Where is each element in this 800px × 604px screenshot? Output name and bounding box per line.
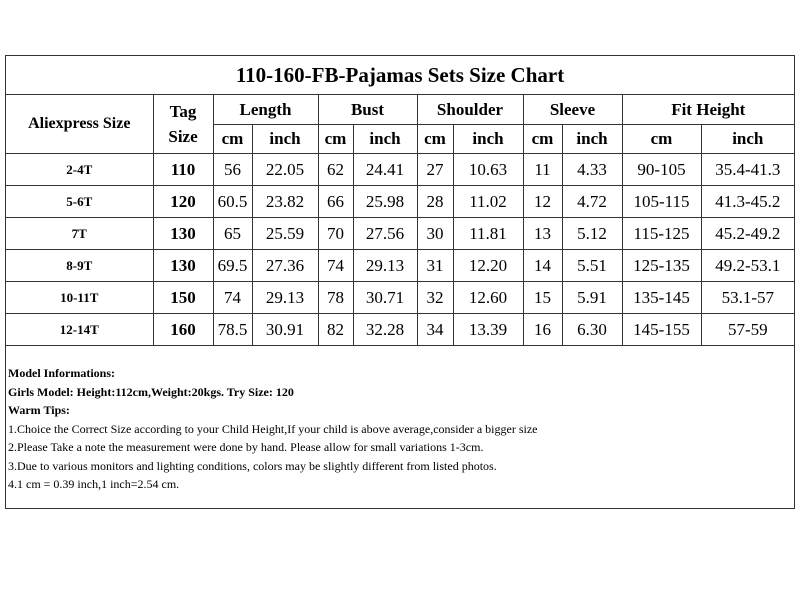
tip-1: 1.Choice the Correct Size according to your Child Height,If your child is above average,consider a bigger size bbox=[8, 421, 538, 436]
measurement-cell: 15 bbox=[523, 282, 562, 314]
measurement-cell: 66 bbox=[318, 186, 353, 218]
measurement-cell: 105-115 bbox=[622, 186, 701, 218]
measurement-cell: 115-125 bbox=[622, 218, 701, 250]
measurement-cell: 4.72 bbox=[562, 186, 622, 218]
measurement-cell: 135-145 bbox=[622, 282, 701, 314]
measurement-cell: 56 bbox=[213, 154, 252, 186]
measurement-cell: 12.20 bbox=[453, 250, 523, 282]
tag-size-cell: 150 bbox=[153, 282, 213, 314]
header-shoulder: Shoulder bbox=[417, 95, 523, 125]
measurement-cell: 35.4-41.3 bbox=[701, 154, 794, 186]
header-tag-line1: Tag bbox=[169, 102, 197, 121]
unit-header: cm bbox=[622, 125, 701, 154]
tag-size-cell: 130 bbox=[153, 250, 213, 282]
measurement-cell: 11.02 bbox=[453, 186, 523, 218]
table-row bbox=[6, 314, 794, 346]
header-tag-size bbox=[153, 95, 213, 154]
table-row bbox=[6, 250, 794, 282]
header-length: Length bbox=[213, 95, 318, 125]
measurement-cell: 53.1-57 bbox=[701, 282, 794, 314]
measurement-cell: 82 bbox=[318, 314, 353, 346]
unit-header: inch bbox=[252, 125, 318, 154]
tag-size-cell: 110 bbox=[153, 154, 213, 186]
tag-size-cell: 120 bbox=[153, 186, 213, 218]
notes-section bbox=[8, 364, 792, 494]
header-aliexpress-size: Aliexpress Size bbox=[6, 95, 153, 154]
chart-title: 110-160-FB-Pajamas Sets Size Chart bbox=[6, 56, 794, 95]
measurement-cell: 13.39 bbox=[453, 314, 523, 346]
measurement-cell: 5.51 bbox=[562, 250, 622, 282]
measurement-cell: 27.56 bbox=[353, 218, 417, 250]
unit-header: inch bbox=[701, 125, 794, 154]
measurement-cell: 23.82 bbox=[252, 186, 318, 218]
size-cell: 5-6T bbox=[6, 186, 153, 218]
unit-header: inch bbox=[453, 125, 523, 154]
measurement-cell: 60.5 bbox=[213, 186, 252, 218]
measurement-cell: 27.36 bbox=[252, 250, 318, 282]
measurement-cell: 30.91 bbox=[252, 314, 318, 346]
measurement-cell: 6.30 bbox=[562, 314, 622, 346]
unit-header: inch bbox=[353, 125, 417, 154]
tip-4: 4.1 cm = 0.39 inch,1 inch=2.54 cm. bbox=[8, 477, 180, 491]
size-cell: 10-11T bbox=[6, 282, 153, 314]
measurement-cell: 125-135 bbox=[622, 250, 701, 282]
measurement-cell: 27 bbox=[417, 154, 453, 186]
measurement-cell: 5.12 bbox=[562, 218, 622, 250]
measurement-cell: 28 bbox=[417, 186, 453, 218]
size-chart-table bbox=[6, 56, 794, 346]
measurement-cell: 78 bbox=[318, 282, 353, 314]
table-row bbox=[6, 154, 794, 186]
measurement-cell: 5.91 bbox=[562, 282, 622, 314]
measurement-cell: 11 bbox=[523, 154, 562, 186]
measurement-cell: 12 bbox=[523, 186, 562, 218]
measurement-cell: 69.5 bbox=[213, 250, 252, 282]
measurement-cell: 65 bbox=[213, 218, 252, 250]
measurement-cell: 29.13 bbox=[353, 250, 417, 282]
measurement-cell: 10.63 bbox=[453, 154, 523, 186]
measurement-cell: 78.5 bbox=[213, 314, 252, 346]
measurement-cell: 90-105 bbox=[622, 154, 701, 186]
table-row bbox=[6, 186, 794, 218]
measurement-cell: 145-155 bbox=[622, 314, 701, 346]
model-info: Girls Model: Height:112cm,Weight:20kgs. Try Size: 120 bbox=[8, 384, 294, 399]
warm-tips-heading: Warm Tips: bbox=[8, 403, 70, 417]
table-row bbox=[6, 218, 794, 250]
measurement-cell: 30 bbox=[417, 218, 453, 250]
measurement-cell: 25.59 bbox=[252, 218, 318, 250]
measurement-cell: 11.81 bbox=[453, 218, 523, 250]
measurement-cell: 12.60 bbox=[453, 282, 523, 314]
measurement-cell: 70 bbox=[318, 218, 353, 250]
measurement-cell: 57-59 bbox=[701, 314, 794, 346]
size-cell: 8-9T bbox=[6, 250, 153, 282]
unit-header: cm bbox=[523, 125, 562, 154]
measurement-cell: 24.41 bbox=[353, 154, 417, 186]
measurement-cell: 34 bbox=[417, 314, 453, 346]
measurement-cell: 41.3-45.2 bbox=[701, 186, 794, 218]
measurement-cell: 16 bbox=[523, 314, 562, 346]
unit-header: inch bbox=[562, 125, 622, 154]
measurement-cell: 74 bbox=[213, 282, 252, 314]
size-cell: 2-4T bbox=[6, 154, 153, 186]
header-sleeve: Sleeve bbox=[523, 95, 622, 125]
measurement-cell: 62 bbox=[318, 154, 353, 186]
unit-header: cm bbox=[417, 125, 453, 154]
unit-header: cm bbox=[318, 125, 353, 154]
measurement-cell: 45.2-49.2 bbox=[701, 218, 794, 250]
tag-size-cell: 130 bbox=[153, 218, 213, 250]
measurement-cell: 13 bbox=[523, 218, 562, 250]
tip-3: 3.Due to various monitors and lighting conditions, colors may be slightly different from listed photos. bbox=[8, 458, 497, 473]
size-chart-sheet bbox=[5, 55, 795, 509]
measurement-cell: 31 bbox=[417, 250, 453, 282]
measurement-cell: 30.71 bbox=[353, 282, 417, 314]
measurement-cell: 49.2-53.1 bbox=[701, 250, 794, 282]
measurement-cell: 22.05 bbox=[252, 154, 318, 186]
measurement-cell: 4.33 bbox=[562, 154, 622, 186]
measurement-cell: 14 bbox=[523, 250, 562, 282]
measurement-cell: 32 bbox=[417, 282, 453, 314]
measurement-cell: 29.13 bbox=[252, 282, 318, 314]
size-cell: 12-14T bbox=[6, 314, 153, 346]
measurement-cell: 25.98 bbox=[353, 186, 417, 218]
size-cell: 7T bbox=[6, 218, 153, 250]
header-fit-height: Fit Height bbox=[622, 95, 794, 125]
tag-size-cell: 160 bbox=[153, 314, 213, 346]
tip-2: 2.Please Take a note the measurement were done by hand. Please allow for small variations 1-3cm. bbox=[8, 440, 484, 454]
model-info-heading: Model Informations: bbox=[8, 366, 115, 380]
unit-header: cm bbox=[213, 125, 252, 154]
header-tag-line2: Size bbox=[168, 127, 198, 146]
table-row bbox=[6, 282, 794, 314]
measurement-cell: 32.28 bbox=[353, 314, 417, 346]
header-bust: Bust bbox=[318, 95, 417, 125]
measurement-cell: 74 bbox=[318, 250, 353, 282]
